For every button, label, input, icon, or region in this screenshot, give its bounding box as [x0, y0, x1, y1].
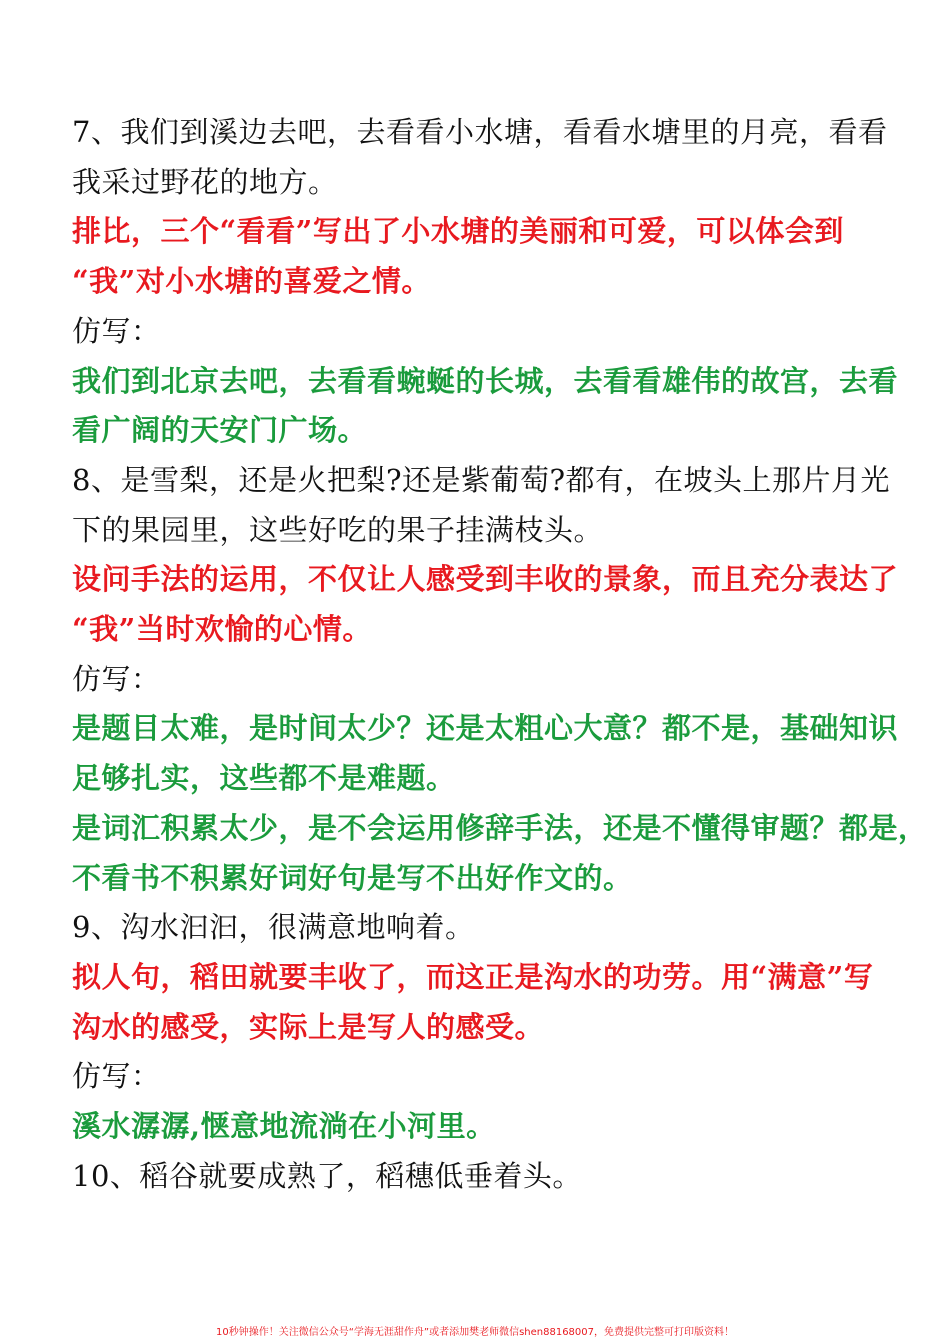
item-7: [72, 108, 899, 456]
question-line: 10、稻谷就要成熟了，稻穗低垂着头。: [72, 1158, 582, 1193]
document-body: [72, 108, 928, 1201]
analysis-line: 拟人句，稻田就要丰收了，而这正是沟水的功劳。用“满意”写: [72, 959, 874, 994]
question-line: 我采过野花的地方。: [72, 164, 338, 199]
imitation-line: 我们到北京去吧，去看看蜿蜒的长城，去看看雄伟的故宫，去看: [72, 363, 899, 398]
imitation-line: 是题目太难，是时间太少？还是太粗心大意？都不是，基础知识: [72, 711, 899, 746]
imitation-label: 仿写：: [72, 1059, 161, 1094]
imitation-line: 看广阔的天安门广场。: [72, 413, 368, 448]
imitation-line: 溪水潺潺,惬意地流淌在小河里。: [72, 1109, 496, 1144]
question-line: 9、沟水汩汩，很满意地响着。: [72, 910, 475, 945]
analysis-line: “我”当时欢愉的心情。: [72, 612, 372, 647]
imitation-label: 仿写：: [72, 661, 161, 696]
analysis-line: 设问手法的运用，不仅让人感受到丰收的景象，而且充分表达了: [72, 562, 899, 597]
footer-notice: 10秒钟操作！关注微信公众号“学海无涯甜作舟”或者添加樊老师微信shen88168007，免费提供完整可打印版资料！: [215, 1327, 735, 1338]
analysis-line: “我”对小水塘的喜爱之情。: [72, 264, 431, 299]
imitation-label: 仿写：: [72, 313, 161, 348]
question-line: 下的果园里，这些好吃的果子挂满枝头。: [72, 512, 604, 547]
question-line: 8、是雪梨，还是火把梨?还是紫葡萄?都有，在坡头上那片月光: [72, 462, 891, 497]
question-line: 7、我们到溪边去吧，去看看小水塘，看看水塘里的月亮，看看: [72, 115, 888, 149]
analysis-line: 沟水的感受，实际上是写人的感受。: [72, 1009, 545, 1044]
imitation-line: 不看书不积累好词好句是写不出好作文的。: [72, 860, 633, 895]
item-8: [72, 456, 928, 903]
analysis-line: 排比，三个“看看”写出了小水塘的美丽和可爱，可以体会到: [72, 214, 844, 249]
item-10: [72, 1152, 882, 1202]
imitation-line: 是词汇积累太少，是不会运用修辞手法，还是不懂得审题？都是，: [72, 810, 928, 845]
imitation-line: 足够扎实，这些都不是难题。: [72, 761, 456, 796]
item-9: [72, 903, 882, 1152]
